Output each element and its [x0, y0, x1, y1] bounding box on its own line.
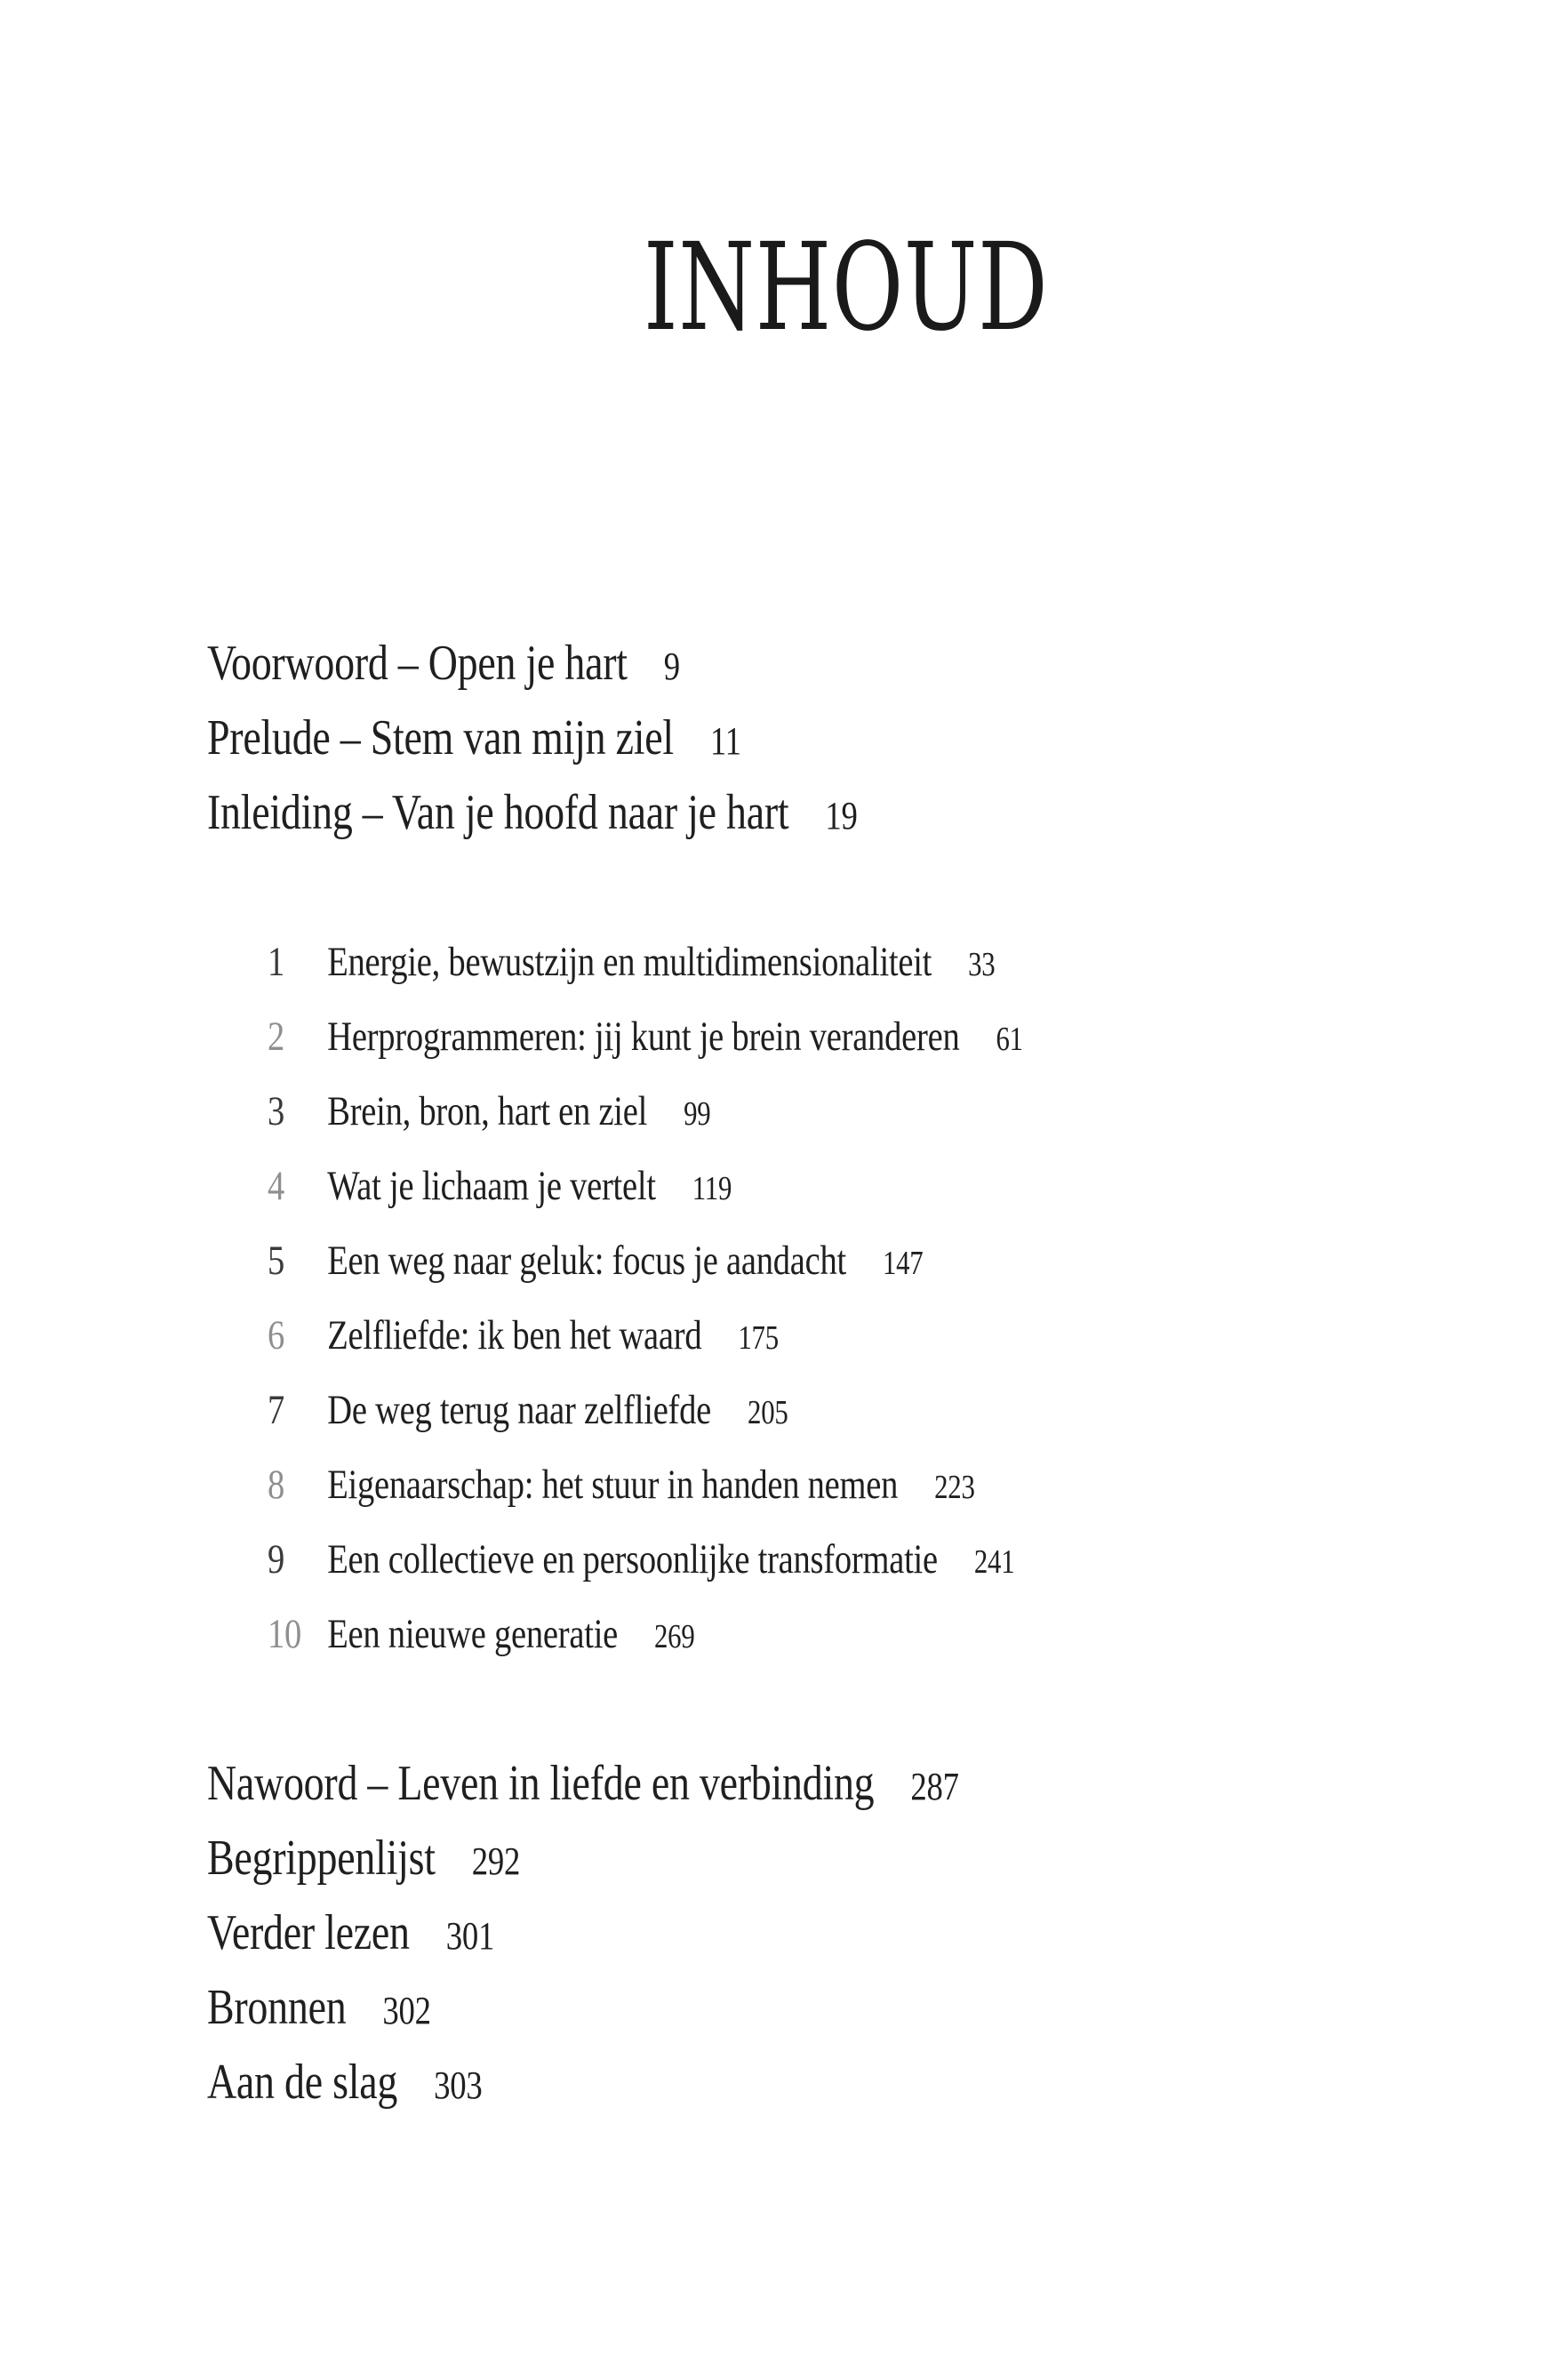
chapter-page-number: 119: [692, 1171, 732, 1207]
chapter-page-number: 205: [748, 1395, 788, 1431]
page-title: INHOUD: [644, 218, 1049, 358]
chapter-entry-content: [268, 925, 995, 1003]
chapter-entry: [207, 1149, 1507, 1223]
toc-entry: [207, 1895, 1507, 1970]
chapter-entry: [207, 1522, 1507, 1597]
entry-page-number: 11: [709, 718, 741, 763]
chapter-entry: [207, 999, 1507, 1074]
toc-entry-content: [207, 2045, 482, 2122]
toc-entry: [207, 1821, 1507, 1895]
chapter-entry: [207, 1298, 1507, 1373]
chapter-title: Brein, bron, hart en ziel: [327, 1088, 648, 1134]
entry-label: Inleiding – Van je hoofd naar je hart: [207, 785, 789, 840]
chapter-title: Een weg naar geluk: focus je aandacht: [327, 1238, 846, 1284]
chapter-page-number: 147: [882, 1246, 924, 1282]
chapter-entry-content: [268, 1074, 710, 1152]
chapter-title: Een collectieve en persoonlijke transformatie: [327, 1536, 938, 1583]
toc-entry-content: [207, 1746, 959, 1823]
chapter-entry-content: [268, 1447, 975, 1526]
entry-label: Voorwoord – Open je hart: [207, 636, 628, 691]
entry-page-number: 19: [825, 793, 858, 837]
chapter-number: 7: [268, 1387, 285, 1433]
entry-label: Aan de slag: [207, 2055, 398, 2110]
toc-entry: [207, 2045, 1507, 2120]
chapter-entry-content: [268, 999, 1023, 1078]
chapter-entry: [207, 1447, 1507, 1522]
toc-chapter-list: [207, 925, 1507, 1671]
chapter-page-number: 241: [973, 1544, 1015, 1581]
chapter-page-number: 99: [684, 1096, 711, 1133]
entry-label: Bronnen: [207, 1980, 347, 2035]
entry-label: Begrippenlijst: [207, 1831, 436, 1886]
chapter-title: Eigenaarschap: het stuur in handen nemen: [327, 1462, 899, 1508]
chapter-entry: [207, 1223, 1507, 1298]
toc-entry-content: [207, 626, 680, 703]
chapter-number: 10: [268, 1611, 302, 1657]
chapter-entry: [207, 1373, 1507, 1447]
chapter-entry-content: [268, 1597, 695, 1675]
chapter-entry: [207, 1597, 1507, 1671]
chapter-title: Zelfliefde: ik ben het waard: [327, 1312, 702, 1358]
toc-entry: [207, 701, 1507, 775]
chapter-title: Herprogrammeren: jij kunt je brein veranderen: [327, 1014, 960, 1060]
entry-page-number: 9: [663, 644, 680, 688]
toc-entry: [207, 626, 1507, 701]
table-of-contents: [207, 626, 1507, 2120]
toc-entry-content: [207, 1895, 494, 1973]
chapter-number: 3: [268, 1088, 285, 1134]
chapter-entry-content: [268, 1298, 779, 1376]
entry-label: Nawoord – Leven in liefde en verbinding: [207, 1756, 875, 1811]
entry-label: Prelude – Stem van mijn ziel: [207, 710, 674, 765]
chapter-entry-content: [268, 1223, 923, 1302]
chapter-number: 6: [268, 1312, 285, 1358]
chapter-number: 1: [268, 939, 285, 985]
entry-label: Verder lezen: [207, 1905, 410, 1960]
chapter-page-number: 223: [934, 1470, 975, 1506]
chapter-number: 4: [268, 1163, 285, 1209]
entry-page-number: 292: [471, 1839, 521, 1883]
chapter-page-number: 269: [654, 1619, 695, 1655]
chapter-number: 8: [268, 1462, 285, 1508]
toc-front-matter: [207, 626, 1507, 850]
toc-entry: [207, 775, 1507, 850]
chapter-number: 5: [268, 1238, 285, 1284]
chapter-entry-content: [268, 1373, 788, 1451]
toc-entry: [207, 1970, 1507, 2045]
chapter-entry-content: [268, 1149, 732, 1227]
entry-page-number: 302: [382, 1988, 431, 2032]
chapter-entry: [207, 1074, 1507, 1149]
chapter-page-number: 33: [968, 947, 996, 983]
chapter-title: Wat je lichaam je vertelt: [327, 1163, 656, 1209]
toc-entry: [207, 1746, 1507, 1821]
chapter-number: 9: [268, 1536, 285, 1583]
toc-entry-content: [207, 775, 858, 853]
entry-page-number: 303: [434, 2063, 483, 2107]
chapter-number: 2: [268, 1014, 285, 1060]
toc-back-matter: [207, 1746, 1507, 2120]
chapter-entry: [207, 925, 1507, 999]
entry-page-number: 287: [910, 1764, 959, 1808]
chapter-title: De weg terug naar zelfliefde: [327, 1387, 712, 1433]
chapter-title: Energie, bewustzijn en multidimensionaliteit: [327, 939, 932, 985]
toc-entry-content: [207, 701, 741, 778]
toc-entry-content: [207, 1970, 431, 2047]
toc-entry-content: [207, 1821, 520, 1898]
chapter-page-number: 61: [996, 1022, 1023, 1058]
entry-page-number: 301: [445, 1913, 495, 1958]
chapter-page-number: 175: [738, 1320, 779, 1357]
chapter-title: Een nieuwe generatie: [327, 1611, 619, 1657]
chapter-entry-content: [268, 1522, 1014, 1600]
